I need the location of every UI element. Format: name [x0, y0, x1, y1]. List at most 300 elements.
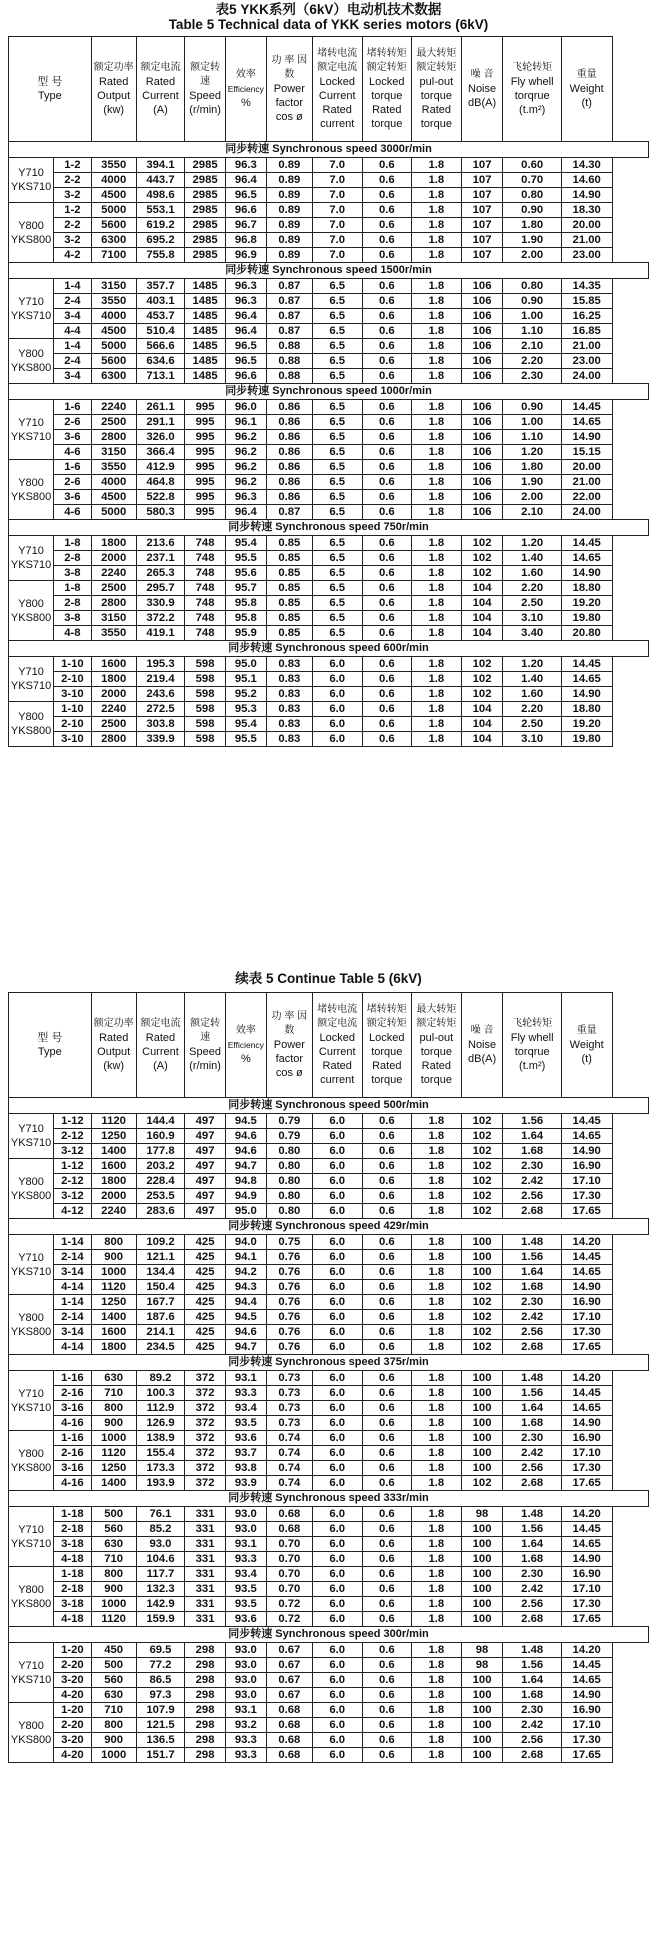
table-cell: 97.3 [136, 1688, 184, 1703]
table-cell: 94.4 [225, 1295, 266, 1310]
speed-section-row [9, 1355, 649, 1371]
table-cell: 14.20 [561, 1371, 612, 1386]
model-cell [9, 1567, 54, 1627]
model-name: Y800 [18, 1311, 44, 1324]
table-cell: 96.2 [225, 460, 266, 475]
table-cell: 14.65 [561, 1129, 612, 1144]
model-name: Y710 [18, 416, 44, 429]
table-cell: 6.0 [312, 1748, 362, 1763]
table-cell: 713.1 [136, 369, 184, 384]
table-cell: 0.86 [266, 475, 312, 490]
table-row [9, 1703, 649, 1718]
table-cell: 117.7 [136, 1567, 184, 1582]
table-cell: 326.0 [136, 430, 184, 445]
table-cell: 0.6 [362, 687, 412, 702]
table-cell: 3-2 [54, 188, 91, 203]
table-cell: 14.45 [561, 536, 612, 551]
table-cell: 1.8 [412, 1310, 462, 1325]
max-torque-cn2: 额定转矩 [416, 62, 457, 73]
table-cell: 1.8 [412, 1159, 462, 1174]
table-cell: 17.65 [561, 1476, 612, 1491]
table-cell: 0.73 [266, 1371, 312, 1386]
table-cell: 0.83 [266, 717, 312, 732]
table-cell: 1.8 [412, 505, 462, 520]
table-cell: 6.0 [312, 1129, 362, 1144]
table-row [9, 460, 649, 475]
table-cell: 96.4 [225, 309, 266, 324]
table-cell: 4-6 [54, 505, 91, 520]
speed-section-title: 同步转速 Synchronous speed 333r/min [9, 1491, 649, 1507]
table-cell: 2-20 [54, 1718, 91, 1733]
table-cell: 1.8 [412, 369, 462, 384]
table-cell: 755.8 [136, 248, 184, 263]
table-cell: 102 [461, 657, 503, 672]
power-factor-header-cn: 功 率 因 数 [271, 1011, 308, 1036]
table-cell: 1.8 [412, 1567, 462, 1582]
table-cell: 0.80 [503, 188, 561, 203]
table-cell: 1250 [91, 1129, 136, 1144]
table-cell: 3-8 [54, 566, 91, 581]
table-cell: 1.56 [503, 1658, 561, 1673]
table-cell: 1.8 [412, 717, 462, 732]
table-cell: 1-4 [54, 279, 91, 294]
table-cell: 1.8 [412, 415, 462, 430]
table-cell: 96.3 [225, 490, 266, 505]
table-cell: 0.76 [266, 1250, 312, 1265]
table-cell: 195.3 [136, 657, 184, 672]
table-cell: 106 [461, 430, 503, 445]
table-cell: 443.7 [136, 173, 184, 188]
table-cell: 995 [185, 400, 226, 415]
table-cell: 95.5 [225, 732, 266, 747]
table-cell: 102 [461, 1174, 503, 1189]
table-cell: 3-12 [54, 1189, 91, 1204]
table-cell: 100 [461, 1718, 503, 1733]
table-cell: 1120 [91, 1446, 136, 1461]
table-cell: 102 [461, 566, 503, 581]
efficiency-header-en: Efficiency [227, 84, 264, 94]
table-cell: 0.89 [266, 203, 312, 218]
table-cell: 0.6 [362, 188, 412, 203]
weight-header-unit: (t) [581, 1053, 592, 1065]
table-cell: 598 [185, 672, 226, 687]
table-cell: 17.65 [561, 1340, 612, 1355]
table-cell: 900 [91, 1582, 136, 1597]
table-row [9, 505, 649, 520]
efficiency-header-unit: % [240, 1053, 251, 1065]
table-cell: 2-4 [54, 294, 91, 309]
table-cell: 95.3 [225, 702, 266, 717]
table-cell: 17.65 [561, 1612, 612, 1627]
table-cell: 2.42 [503, 1718, 561, 1733]
table-cell: 1.8 [412, 490, 462, 505]
table-cell: 0.86 [266, 415, 312, 430]
table-cell: 102 [461, 687, 503, 702]
table-cell: 6.5 [312, 626, 362, 641]
table-cell: 14.20 [561, 1507, 612, 1522]
max-torque-en4: torque [420, 1074, 452, 1086]
table-cell: 0.85 [266, 566, 312, 581]
table-cell: 566.6 [136, 339, 184, 354]
table-row [9, 657, 649, 672]
table-cell: 3-4 [54, 309, 91, 324]
locked-torque-en1: Locked [369, 76, 405, 88]
table-cell: 0.6 [362, 1235, 412, 1250]
table-cell: 6.0 [312, 1416, 362, 1431]
table-cell: 136.5 [136, 1733, 184, 1748]
power-factor-header [266, 37, 312, 142]
table-cell: 1.8 [412, 324, 462, 339]
model-name: Y710 [18, 295, 44, 308]
table-cell: 6.0 [312, 1310, 362, 1325]
table-cell: 100 [461, 1446, 503, 1461]
table-cell: 104 [461, 611, 503, 626]
table-cell: 16.90 [561, 1295, 612, 1310]
table-cell: 5000 [91, 505, 136, 520]
table-cell: 6.0 [312, 1582, 362, 1597]
table-cell: 4-14 [54, 1280, 91, 1295]
table-cell: 0.6 [362, 1280, 412, 1295]
table-cell: 0.6 [362, 369, 412, 384]
table-cell: 6.0 [312, 1597, 362, 1612]
table-cell: 298 [185, 1733, 226, 1748]
table-cell: 1.8 [412, 430, 462, 445]
table-cell: 0.89 [266, 158, 312, 173]
table-cell: 1.8 [412, 1114, 462, 1129]
table-cell: 1.8 [412, 1643, 462, 1658]
table-cell: 6.5 [312, 430, 362, 445]
table-cell: 0.80 [266, 1159, 312, 1174]
table-cell: 497 [185, 1114, 226, 1129]
table-cell: 2.68 [503, 1340, 561, 1355]
power-factor-header-en3: cos ø [275, 1067, 303, 1079]
type-header-cn: 型 号 [37, 76, 63, 88]
table-cell: 1-12 [54, 1114, 91, 1129]
table-cell: 6.5 [312, 445, 362, 460]
table-cell: 1.8 [412, 1537, 462, 1552]
table-cell: 94.6 [225, 1325, 266, 1340]
model-name: Y800 [18, 476, 44, 489]
table-cell: 112.9 [136, 1401, 184, 1416]
table-header [9, 993, 649, 1098]
table-row [9, 611, 649, 626]
table-cell: 1.8 [412, 581, 462, 596]
table-cell: 3-6 [54, 490, 91, 505]
table-cell: 2.56 [503, 1461, 561, 1476]
noise-header-cn: 噪 音 [470, 1025, 494, 1036]
table-cell: 4500 [91, 188, 136, 203]
table-cell: 0.86 [266, 430, 312, 445]
flywheel-header [503, 993, 561, 1098]
speed-section-title: 同步转速 Synchronous speed 3000r/min [9, 142, 649, 158]
table-cell: 0.90 [503, 400, 561, 415]
table-cell: 100.3 [136, 1386, 184, 1401]
table-cell: 100 [461, 1235, 503, 1250]
table-cell: 995 [185, 490, 226, 505]
table-cell: 2240 [91, 1204, 136, 1219]
table-cell: 0.6 [362, 218, 412, 233]
table-cell: 0.83 [266, 672, 312, 687]
efficiency-header-cn: 效率 [235, 1025, 256, 1036]
locked-torque-en2: torque [371, 1046, 403, 1058]
locked-current-en4: current [320, 1074, 355, 1086]
locked-current-en1: Locked [319, 1032, 355, 1044]
speed-section-title: 同步转速 Synchronous speed 750r/min [9, 520, 649, 536]
table-cell: 6.0 [312, 1280, 362, 1295]
table-cell: 104 [461, 702, 503, 717]
table-cell: 1.8 [412, 1295, 462, 1310]
table-cell: 4-6 [54, 445, 91, 460]
table-cell: 0.68 [266, 1703, 312, 1718]
table-cell: 1-16 [54, 1371, 91, 1386]
max-torque-en1: pul-out [419, 1032, 454, 1044]
table-cell: 6.5 [312, 611, 362, 626]
table-cell: 0.89 [266, 188, 312, 203]
table-cell: 2-18 [54, 1522, 91, 1537]
weight-header-en: Weight [569, 83, 604, 95]
table-cell: 17.65 [561, 1748, 612, 1763]
current-header-cn: 额定电流 [140, 62, 181, 73]
model-variant: YKS710 [10, 1537, 52, 1550]
table-cell: 2500 [91, 717, 136, 732]
table-cell: 18.30 [561, 203, 612, 218]
table-cell: 1.56 [503, 1386, 561, 1401]
table-cell: 1.20 [503, 657, 561, 672]
table-cell: 106 [461, 369, 503, 384]
table-cell: 3-14 [54, 1325, 91, 1340]
table-cell: 900 [91, 1733, 136, 1748]
table-cell: 1.8 [412, 1265, 462, 1280]
table-cell: 6.5 [312, 475, 362, 490]
table-cell: 0.6 [362, 324, 412, 339]
table-cell: 1.20 [503, 536, 561, 551]
model-name: Y710 [18, 545, 44, 557]
speed-header-unit: (r/min) [189, 1060, 221, 1072]
table-cell: 0.80 [266, 1204, 312, 1219]
model-cell [9, 657, 54, 702]
table-cell: 177.8 [136, 1144, 184, 1159]
table-cell: 357.7 [136, 279, 184, 294]
table-cell: 425 [185, 1295, 226, 1310]
table-cell: 102 [461, 1295, 503, 1310]
table-cell: 6.5 [312, 339, 362, 354]
speed-section-row [9, 1491, 649, 1507]
table-cell: 0.6 [362, 657, 412, 672]
table-cell: 0.6 [362, 339, 412, 354]
table-cell: 77.2 [136, 1658, 184, 1673]
table-cell: 4500 [91, 324, 136, 339]
table-cell: 0.89 [266, 248, 312, 263]
table-row [9, 1582, 649, 1597]
table-row [9, 1340, 649, 1355]
table-cell: 2800 [91, 596, 136, 611]
table-cell: 0.67 [266, 1658, 312, 1673]
table-cell: 1.8 [412, 1386, 462, 1401]
table-cell: 17.65 [561, 1204, 612, 1219]
model-name: Y800 [18, 1175, 44, 1188]
table-cell: 995 [185, 460, 226, 475]
speed-section-row [9, 1219, 649, 1235]
table-cell: 2-2 [54, 218, 91, 233]
table-cell: 0.88 [266, 354, 312, 369]
table-cell: 0.89 [266, 233, 312, 248]
table-cell: 14.45 [561, 1658, 612, 1673]
table-cell: 6.0 [312, 1461, 362, 1476]
locked-current-en2: Current [318, 1046, 356, 1058]
table-row [9, 581, 649, 596]
table-cell: 100 [461, 1748, 503, 1763]
model-variant: YKS710 [10, 1265, 52, 1278]
table-cell: 7.0 [312, 203, 362, 218]
current-header-en1: Rated [145, 1032, 176, 1044]
table-cell: 1-18 [54, 1507, 91, 1522]
table-cell: 5600 [91, 218, 136, 233]
table-cell: 1-20 [54, 1703, 91, 1718]
table-cell: 6.0 [312, 1476, 362, 1491]
table-cell: 0.83 [266, 687, 312, 702]
model-variant: YKS800 [10, 1597, 52, 1610]
table-cell: 1800 [91, 1174, 136, 1189]
model-variant: YKS710 [10, 559, 52, 571]
table-cell: 2.42 [503, 1582, 561, 1597]
table-cell: 4-18 [54, 1612, 91, 1627]
table-cell: 1.8 [412, 1431, 462, 1446]
table-cell: 1-14 [54, 1295, 91, 1310]
table-cell: 1000 [91, 1748, 136, 1763]
table-cell: 0.85 [266, 596, 312, 611]
table-cell: 1.8 [412, 1144, 462, 1159]
table-cell: 425 [185, 1280, 226, 1295]
table-cell: 93.4 [225, 1567, 266, 1582]
table-cell: 18.80 [561, 581, 612, 596]
table-cell: 21.00 [561, 339, 612, 354]
table-cell: 14.65 [561, 1537, 612, 1552]
table-cell: 298 [185, 1643, 226, 1658]
table-cell: 1800 [91, 672, 136, 687]
table-cell: 93.1 [225, 1537, 266, 1552]
table-cell: 0.6 [362, 490, 412, 505]
table-cell: 298 [185, 1688, 226, 1703]
speed-section-title: 同步转速 Synchronous speed 375r/min [9, 1355, 649, 1371]
table-cell: 0.6 [362, 294, 412, 309]
table-row [9, 1522, 649, 1537]
table-cell: 4-18 [54, 1552, 91, 1567]
table-cell: 96.0 [225, 400, 266, 415]
table-cell: 2240 [91, 702, 136, 717]
speed-section-title: 同步转速 Synchronous speed 300r/min [9, 1627, 649, 1643]
table-cell: 630 [91, 1371, 136, 1386]
table-cell: 2-14 [54, 1250, 91, 1265]
table-cell: 1-2 [54, 158, 91, 173]
table-cell: 94.5 [225, 1310, 266, 1325]
type-header-en: Type [37, 1046, 62, 1058]
table-cell: 6.0 [312, 1114, 362, 1129]
table-cell: 14.20 [561, 1235, 612, 1250]
max-torque-en1: pul-out [419, 76, 454, 88]
table-cell: 126.9 [136, 1416, 184, 1431]
table-row [9, 1476, 649, 1491]
speed-section-title: 同步转速 Synchronous speed 600r/min [9, 641, 649, 657]
table-cell: 6.5 [312, 490, 362, 505]
table-row [9, 430, 649, 445]
table-cell: 2-8 [54, 596, 91, 611]
table-cell: 0.6 [362, 1552, 412, 1567]
table-cell: 0.6 [362, 1461, 412, 1476]
table-cell: 425 [185, 1235, 226, 1250]
table-cell: 800 [91, 1235, 136, 1250]
table-cell: 3550 [91, 158, 136, 173]
table-cell: 598 [185, 732, 226, 747]
flywheel-header-en2: torqrue [514, 90, 550, 102]
table-cell: 15.15 [561, 445, 612, 460]
table-row [9, 596, 649, 611]
locked-current-en3: Rated [322, 104, 352, 116]
model-variant: YKS800 [10, 490, 52, 503]
table-cell: 0.68 [266, 1733, 312, 1748]
table-cell: 20.80 [561, 626, 612, 641]
table-cell: 0.6 [362, 445, 412, 460]
table-row [9, 1235, 649, 1250]
table-cell: 104.6 [136, 1552, 184, 1567]
table-cell: 94.5 [225, 1114, 266, 1129]
table-cell: 2.68 [503, 1476, 561, 1491]
table-cell: 7100 [91, 248, 136, 263]
table-cell: 187.6 [136, 1310, 184, 1325]
table-cell: 1.8 [412, 596, 462, 611]
weight-header [561, 37, 612, 142]
table-cell: 412.9 [136, 460, 184, 475]
table-row [9, 475, 649, 490]
table-cell: 2985 [185, 248, 226, 263]
table-cell: 160.9 [136, 1129, 184, 1144]
table-cell: 100 [461, 1673, 503, 1688]
table-cell: 1.56 [503, 1114, 561, 1129]
table-cell: 6.0 [312, 1204, 362, 1219]
table-cell: 6300 [91, 369, 136, 384]
table-cell: 107 [461, 218, 503, 233]
table-cell: 0.6 [362, 309, 412, 324]
table-cell: 96.3 [225, 279, 266, 294]
table-cell: 995 [185, 475, 226, 490]
table-1 [8, 36, 649, 747]
model-variant: YKS800 [10, 611, 52, 624]
table-cell: 0.6 [362, 536, 412, 551]
table-cell: 2985 [185, 218, 226, 233]
table-cell: 6.0 [312, 672, 362, 687]
table-cell: 748 [185, 551, 226, 566]
table-cell: 94.1 [225, 1250, 266, 1265]
table-cell: 1.8 [412, 400, 462, 415]
model-variant: YKS800 [10, 1461, 52, 1474]
speed-section-title: 同步转速 Synchronous speed 1000r/min [9, 384, 649, 400]
table-cell: 94.6 [225, 1144, 266, 1159]
table-cell: 1.64 [503, 1673, 561, 1688]
table-cell: 102 [461, 1310, 503, 1325]
table-cell: 1485 [185, 369, 226, 384]
table-cell: 3-18 [54, 1537, 91, 1552]
table-cell: 93.4 [225, 1401, 266, 1416]
table-cell: 0.76 [266, 1295, 312, 1310]
table-cell: 23.00 [561, 248, 612, 263]
table-cell: 0.6 [362, 702, 412, 717]
max-torque-en2: torque [420, 90, 452, 102]
table-row [9, 717, 649, 732]
table-cell: 100 [461, 1461, 503, 1476]
weight-header [561, 993, 612, 1098]
locked-torque-header [362, 993, 412, 1098]
table-cell: 1.10 [503, 430, 561, 445]
table-cell: 0.6 [362, 1431, 412, 1446]
